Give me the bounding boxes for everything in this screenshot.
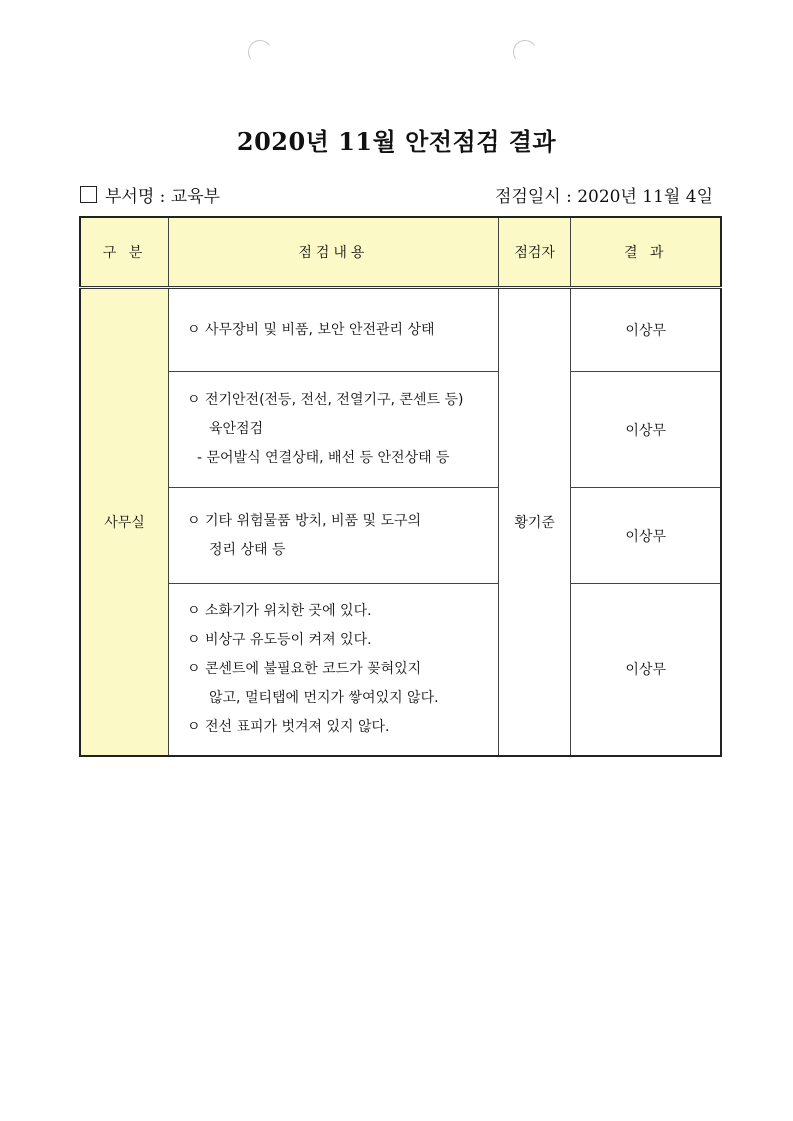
department-label: 부서명 : 교육부 <box>105 187 221 207</box>
inspector-cell: 황기준 <box>498 288 571 756</box>
table-row <box>80 488 721 584</box>
inspection-table <box>79 216 722 757</box>
content-line: 정리 상태 등 <box>209 541 286 558</box>
table-header-row <box>80 217 721 288</box>
inspection-date: 점검일시 : 2020년 11월 4일 <box>494 187 713 207</box>
content-line: ㅇ 소화기가 위치한 곳에 있다. <box>187 602 372 619</box>
table-row <box>80 584 721 756</box>
result-cell: 이상무 <box>571 584 721 756</box>
result-cell: 이상무 <box>571 372 721 488</box>
content-line: ㅇ 전기안전(전등, 전선, 전열기구, 콘센트 등) <box>187 392 464 408</box>
checkbox-square <box>80 186 97 203</box>
content-cell <box>169 488 499 584</box>
table-row <box>80 288 721 372</box>
content-cell <box>169 584 499 756</box>
content-cell <box>169 372 499 488</box>
table-row <box>80 372 721 488</box>
content-line: ㅇ 전선 표피가 벗겨져 있지 않다. <box>187 718 390 735</box>
result-cell: 이상무 <box>571 488 721 584</box>
punch-hole-left <box>246 38 274 66</box>
header-inspector: 점검자 <box>498 217 571 288</box>
content-cell <box>169 288 499 372</box>
category-cell: 사무실 <box>80 288 169 756</box>
header-result: 결 과 <box>571 217 721 288</box>
content-line: ㅇ 비상구 유도등이 켜져 있다. <box>187 631 372 648</box>
content-line: 육안점검 <box>209 421 264 437</box>
content-line: ㅇ 콘센트에 불필요한 코드가 꽂혀있지 <box>187 660 422 677</box>
result-cell: 이상무 <box>571 288 721 372</box>
content-line: ㅇ 사무장비 및 비품, 보안 안전관리 상태 <box>187 321 435 338</box>
header-category: 구 분 <box>80 217 169 288</box>
page-title: 2020년 11월 안전점검 결과 <box>236 127 557 156</box>
header-content: 점검내용 <box>169 217 499 288</box>
content-line: 않고, 멀티탭에 먼지가 쌓여있지 않다. <box>209 689 439 706</box>
punch-hole-right <box>511 38 539 66</box>
content-line: ㅇ 기타 위험물품 방치, 비품 및 도구의 <box>187 512 422 529</box>
department-line <box>80 182 220 207</box>
content-line: - 문어발식 연결상태, 배선 등 안전상태 등 <box>197 450 450 466</box>
